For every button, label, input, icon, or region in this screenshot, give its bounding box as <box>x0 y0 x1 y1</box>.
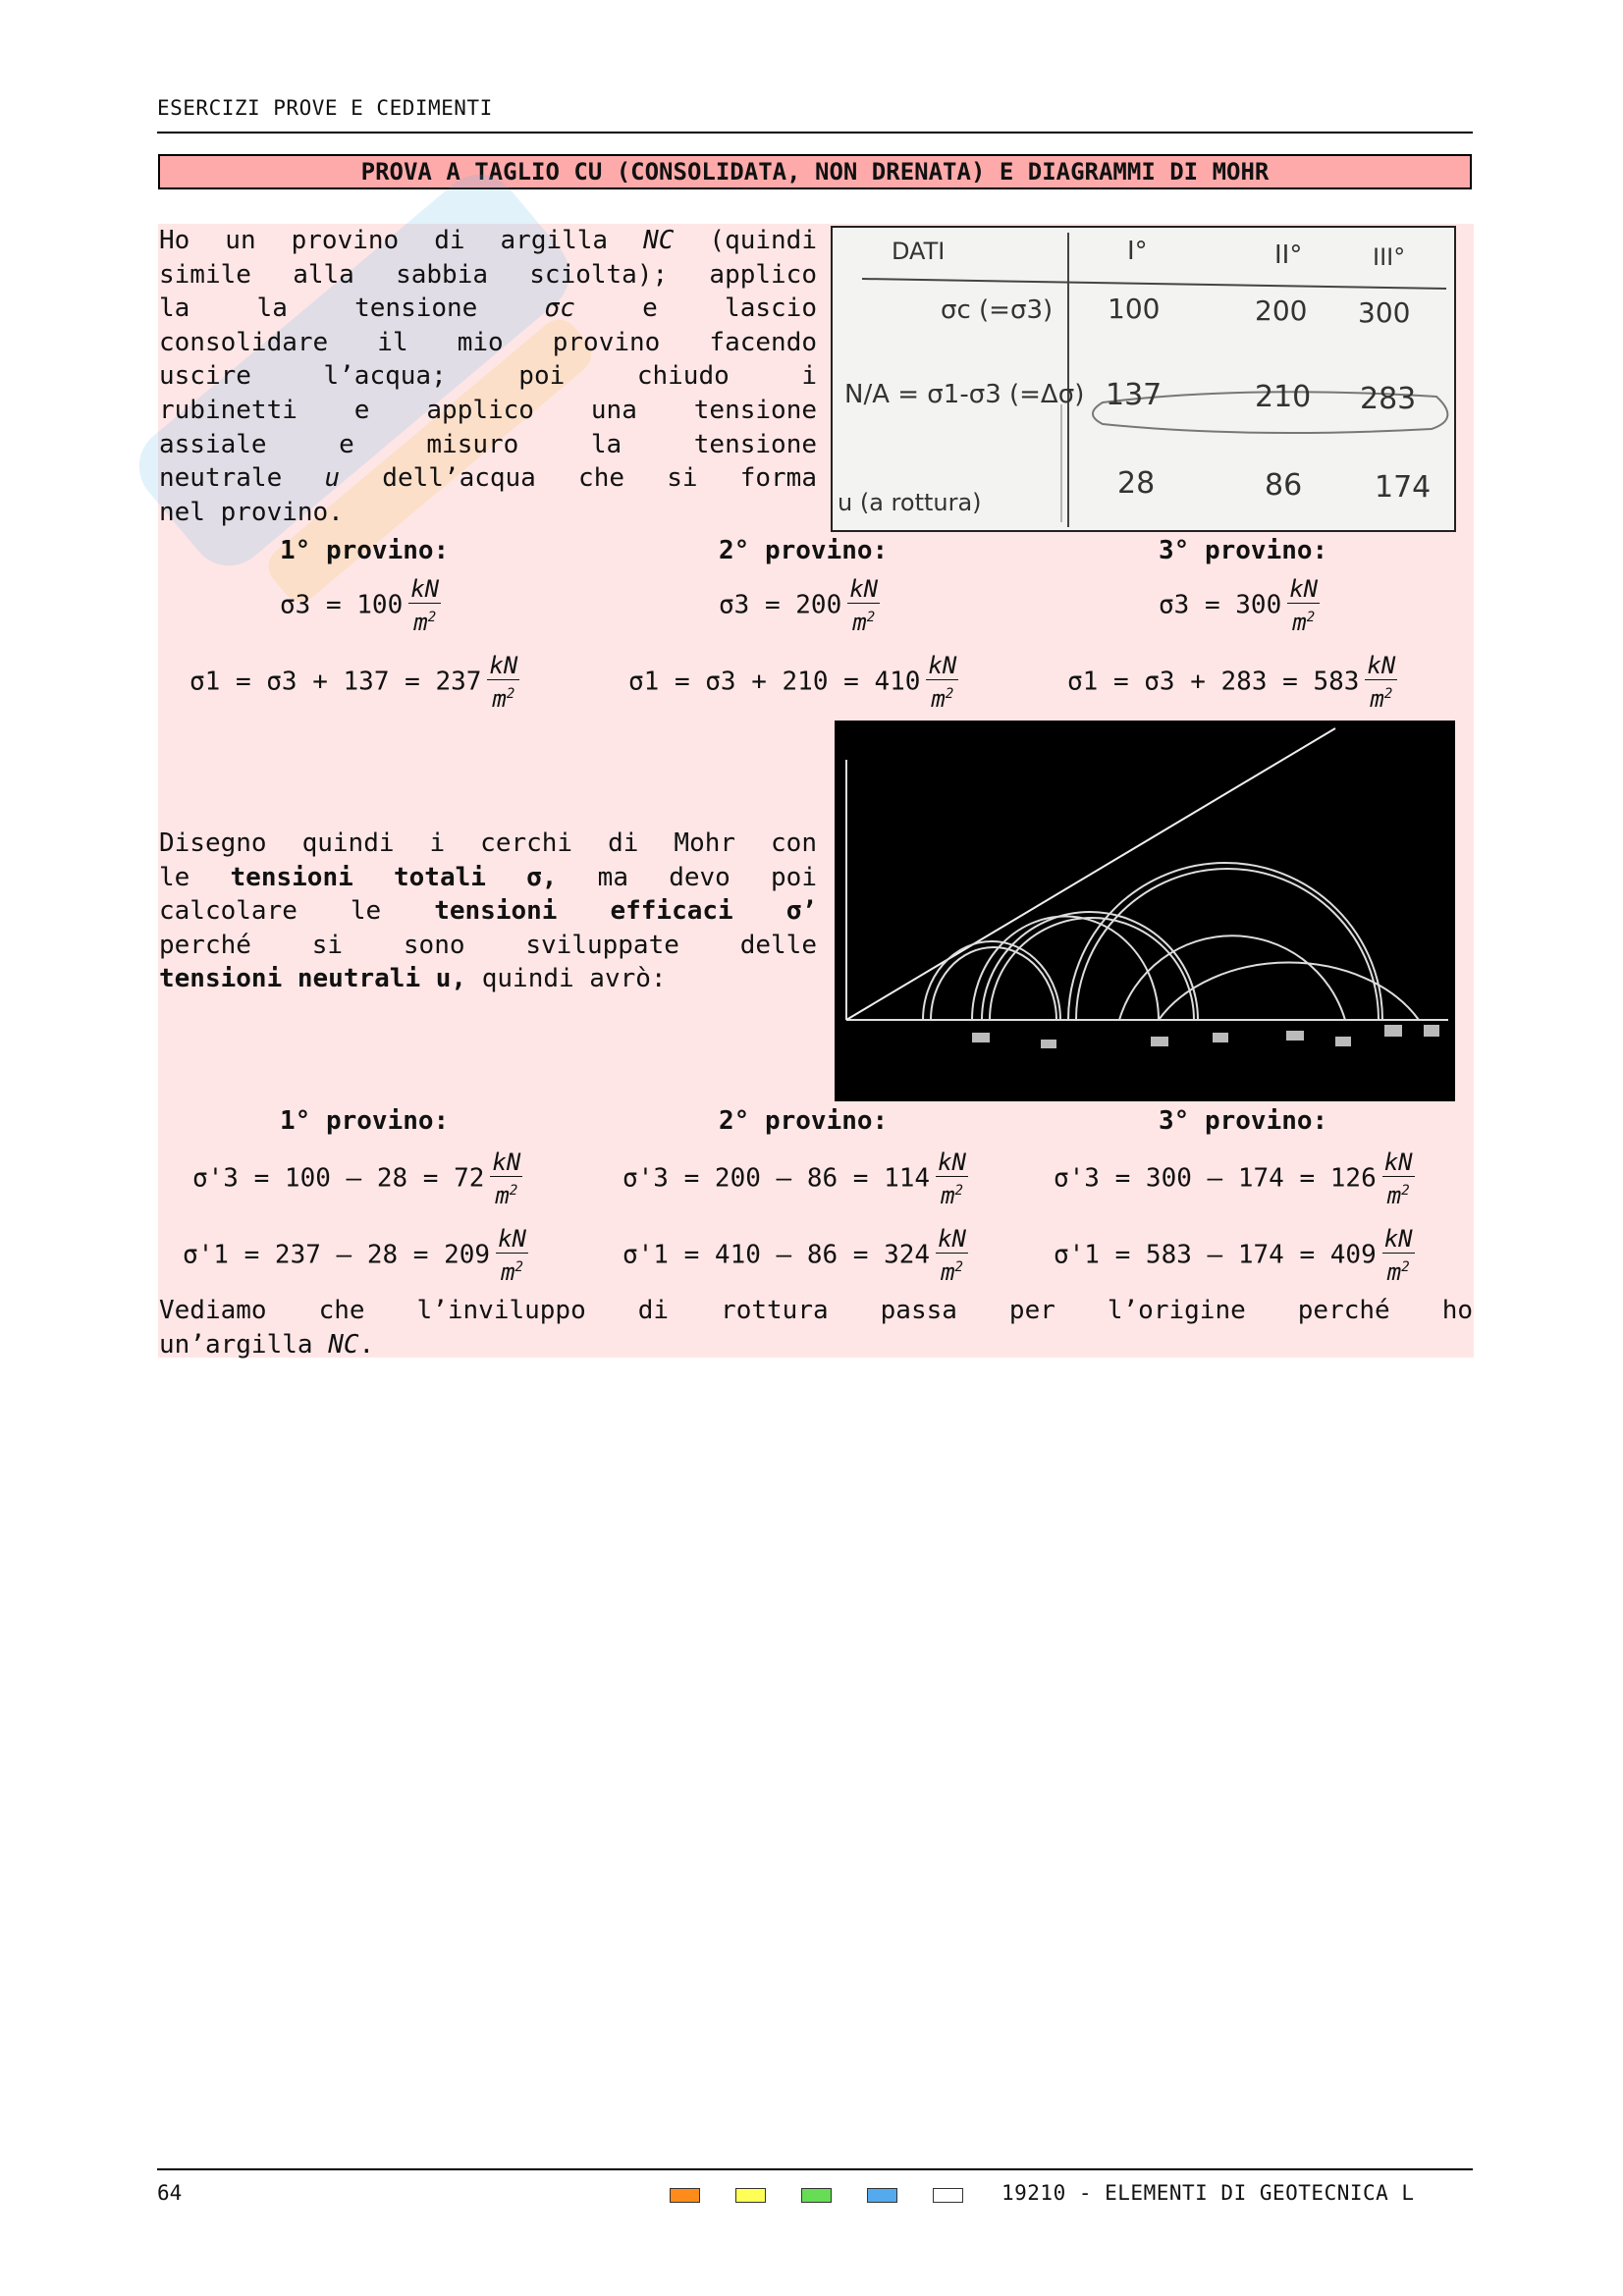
eff-sigma3-eq-2: σ'3 = 200 – 86 = 114 $\frac{kN}{m^2}$ <box>622 1148 966 1209</box>
svg-text:300: 300 <box>1358 296 1411 329</box>
svg-text:210: 210 <box>1255 380 1312 414</box>
svg-text:86: 86 <box>1265 468 1303 503</box>
intro-line: uscire l’acqua; poi chiudo i <box>159 361 817 392</box>
section-title: PROVA A TAGLIO CU (CONSOLIDATA, NON DRENATA) E DIAGRAMMI DI MOHR <box>158 154 1472 189</box>
svg-text:100: 100 <box>1108 293 1161 325</box>
specimen-3-label: 3° provino: <box>1159 536 1328 565</box>
svg-text:174: 174 <box>1375 470 1432 505</box>
unit-fraction: $\frac{kN}{m^2}$ <box>498 1225 526 1286</box>
intro-paragraph <box>159 224 817 529</box>
svg-text:σc (=σ3): σc (=σ3) <box>941 295 1054 325</box>
intro-line: rubinetti e applico una tensione <box>159 395 817 425</box>
eff-sigma3-eq-3: σ'3 = 300 – 174 = 126 $\frac{kN}{m^2}$ <box>1054 1148 1413 1209</box>
unit-fraction: $\frac{kN}{m^2}$ <box>492 1148 521 1209</box>
swatch-orange <box>670 2188 700 2203</box>
svg-text:III°: III° <box>1373 243 1406 271</box>
specimen-1-label-effective: 1° provino: <box>280 1106 450 1136</box>
mohr-line: le tensioni totali σ, ma devo poi <box>159 862 817 892</box>
mohr-paragraph <box>159 827 817 996</box>
mohr-circles-photo <box>835 721 1455 1101</box>
header-rule <box>157 132 1473 133</box>
svg-text:137: 137 <box>1106 378 1163 412</box>
swatch-white <box>933 2188 963 2203</box>
mohr-line: tensioni neutrali u, quindi avrò: <box>159 964 667 994</box>
page-number: 64 <box>157 2181 183 2205</box>
intro-line: simile alla sabbia sciolta); applico <box>159 259 817 290</box>
sigma1-eq-3: σ1 = σ3 + 283 = 583 $\frac{kN}{m^2}$ <box>1067 652 1396 713</box>
swatch-yellow <box>735 2188 766 2203</box>
mohr-line: calcolare le tensioni efficaci σ’ <box>159 896 817 927</box>
unit-fraction: $\frac{kN}{m^2}$ <box>849 575 879 636</box>
unit-fraction: $\frac{kN}{m^2}$ <box>928 652 957 713</box>
intro-line: consolidare il mio provino facendo <box>159 327 817 357</box>
specimen-2-label-effective: 2° provino: <box>719 1106 889 1136</box>
svg-text:I°: I° <box>1127 237 1148 266</box>
intro-line: neutrale u dell’acqua che si forma <box>159 463 817 494</box>
conclusion-line: un’argilla NC. <box>159 1329 375 1360</box>
specimen-3-label-effective: 3° provino: <box>1159 1106 1328 1136</box>
eff-sigma3-eq-1: σ'3 = 100 – 28 = 72 $\frac{kN}{m^2}$ <box>192 1148 521 1209</box>
unit-fraction: $\frac{kN}{m^2}$ <box>938 1148 966 1209</box>
eff-sigma1-eq-3: σ'1 = 583 – 174 = 409 $\frac{kN}{m^2}$ <box>1054 1225 1413 1286</box>
unit-fraction: $\frac{kN}{m^2}$ <box>410 575 440 636</box>
intro-line: nel provino. <box>159 497 344 527</box>
unit-fraction: $\frac{kN}{m^2}$ <box>1383 1148 1413 1209</box>
eff-sigma1-eq-1: σ'1 = 237 – 28 = 209 $\frac{kN}{m^2}$ <box>183 1225 526 1286</box>
unit-fraction: $\frac{kN}{m^2}$ <box>1367 652 1396 713</box>
sigma3-eq-1: σ3 = 100 $\frac{kN}{m^2}$ <box>280 575 440 636</box>
conclusion-paragraph <box>159 1294 1473 1362</box>
svg-text:283: 283 <box>1360 382 1417 416</box>
sigma3-eq-3: σ3 = 300 $\frac{kN}{m^2}$ <box>1159 575 1319 636</box>
running-header: ESERCIZI PROVE E CEDIMENTI <box>157 96 493 120</box>
footer-rule <box>157 2168 1473 2170</box>
mohr-line: perché si sono sviluppate delle <box>159 930 817 960</box>
unit-fraction: $\frac{kN}{m^2}$ <box>489 652 518 713</box>
sigma1-eq-2: σ1 = σ3 + 210 = 410 $\frac{kN}{m^2}$ <box>628 652 957 713</box>
swatch-green <box>801 2188 832 2203</box>
course-title: 19210 - ELEMENTI DI GEOTECNICA L <box>1001 2181 1415 2205</box>
intro-line: la la tensione σc e lascio <box>159 294 817 324</box>
svg-text:200: 200 <box>1255 294 1308 327</box>
sigma1-eq-1: σ1 = σ3 + 137 = 237 $\frac{kN}{m^2}$ <box>189 652 518 713</box>
eff-sigma1-eq-2: σ'1 = 410 – 86 = 324 $\frac{kN}{m^2}$ <box>622 1225 966 1286</box>
intro-line: Ho un provino di argilla NC (quindi <box>159 226 817 255</box>
specimen-1-label: 1° provino: <box>280 536 450 565</box>
svg-text:DATI: DATI <box>892 238 946 265</box>
sigma3-eq-2: σ3 = 200 $\frac{kN}{m^2}$ <box>719 575 879 636</box>
svg-text:N/A = σ1-σ3 (=Δσ): N/A = σ1-σ3 (=Δσ) <box>844 380 1085 409</box>
conclusion-line: Vediamo che l’inviluppo di rottura passa per l’origine perché ho <box>159 1296 1473 1325</box>
svg-text:II°: II° <box>1274 240 1303 270</box>
svg-text:u (a rottura): u (a rottura) <box>838 489 982 516</box>
swatch-blue <box>867 2188 897 2203</box>
unit-fraction: $\frac{kN}{m^2}$ <box>1383 1225 1413 1286</box>
intro-line: assiale e misuro la tensione <box>159 429 817 459</box>
unit-fraction: $\frac{kN}{m^2}$ <box>938 1225 966 1286</box>
mohr-line: Disegno quindi i cerchi di Mohr con <box>159 828 817 858</box>
svg-text:28: 28 <box>1117 466 1156 501</box>
unit-fraction: $\frac{kN}{m^2}$ <box>1289 575 1319 636</box>
handwritten-data-photo <box>831 226 1456 532</box>
specimen-2-label: 2° provino: <box>719 536 889 565</box>
